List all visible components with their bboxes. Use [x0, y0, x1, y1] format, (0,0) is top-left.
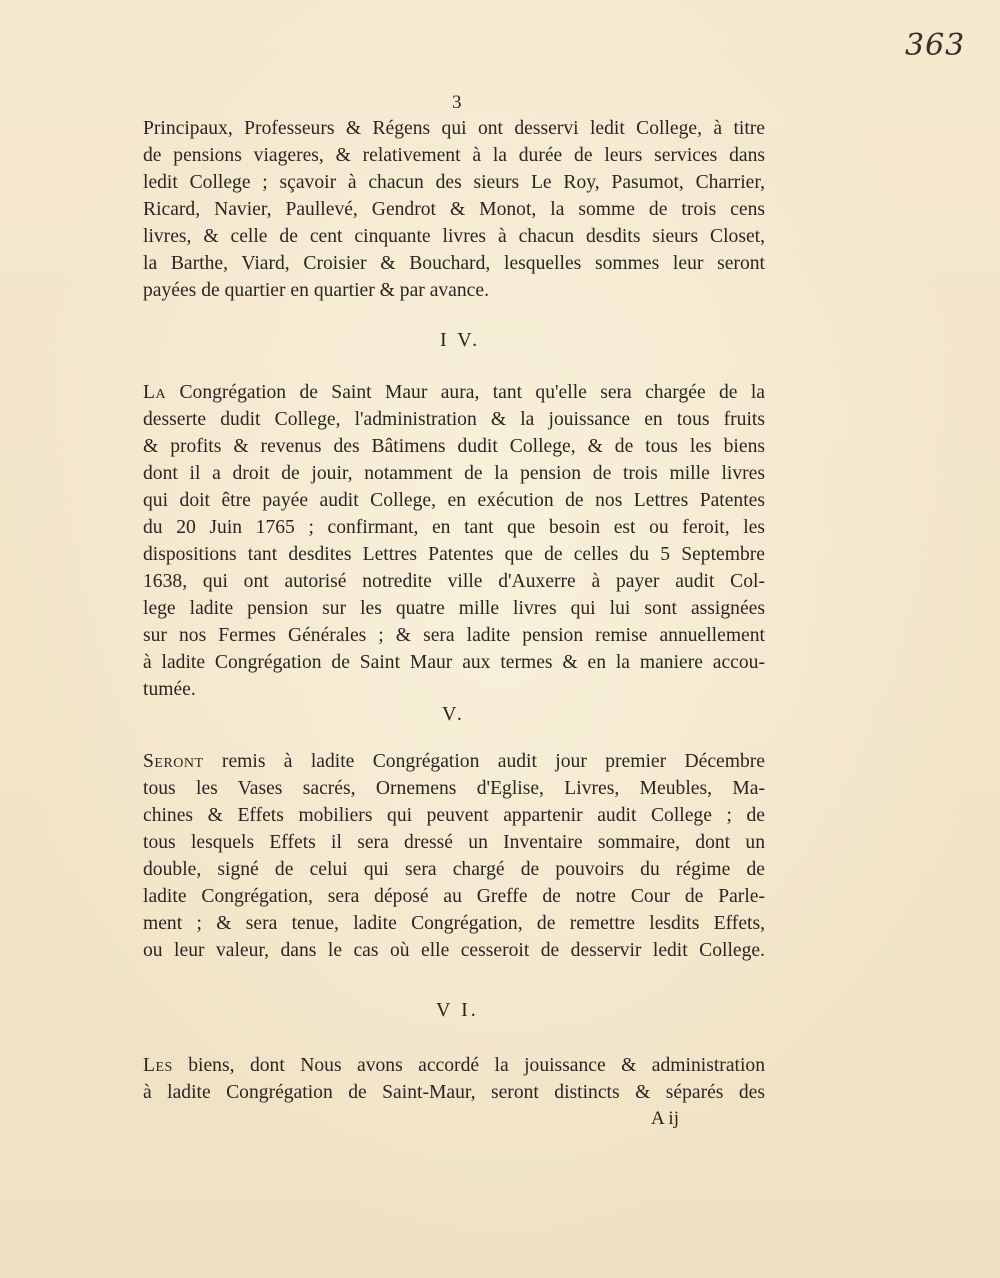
text-line: tous lesquels Effets il sera dressé un Inventaire sommaire, dont un	[143, 832, 765, 853]
paragraph-article-5	[143, 748, 765, 964]
text-line: Les biens, dont Nous avons accordé la jouissance & administration	[143, 1055, 765, 1076]
text-line: sur nos Fermes Générales ; & sera ladite pension remise annuellement	[143, 625, 765, 646]
text-line: la Barthe, Viard, Croisier & Bouchard, lesquelles sommes leur seront	[143, 253, 765, 274]
text-line: desserte dudit College, l'administration & la jouissance en tous fruits	[143, 409, 765, 430]
paragraph-article-3-continued	[143, 115, 765, 304]
text-line: Principaux, Professeurs & Régens qui ont desservi ledit College, à titre	[143, 118, 765, 139]
text-line: lege ladite pension sur les quatre mille livres qui lui sont assignées	[143, 598, 765, 619]
text-line: à ladite Congrégation de Saint-Maur, seront distincts & séparés des	[143, 1082, 765, 1103]
text-line: du 20 Juin 1765 ; confirmant, en tant que besoin est ou feroit, les	[143, 517, 765, 538]
text-line: ou leur valeur, dans le cas où elle cesseroit de desservir ledit College.	[143, 940, 765, 961]
text-line: Seront remis à ladite Congrégation audit jour premier Décembre	[143, 751, 765, 772]
text-line: qui doit être payée audit College, en exécution de nos Lettres Patentes	[143, 490, 765, 511]
text-line: chines & Effets mobiliers qui peuvent appartenir audit College ; de	[143, 805, 765, 826]
lead-word: Seront	[143, 751, 204, 772]
article-5-heading: V.	[442, 703, 465, 725]
text-line: dispositions tant desdites Lettres Patentes que de celles du 5 Septembre	[143, 544, 765, 565]
page-number: 3	[452, 92, 462, 113]
text-line: tumée.	[143, 679, 196, 700]
text-line: ledit College ; sçavoir à chacun des sieurs Le Roy, Pasumot, Charrier,	[143, 172, 765, 193]
paragraph-article-4	[143, 379, 765, 703]
text-line: tous les Vases sacrés, Ornemens d'Eglise, Livres, Meubles, Ma-	[143, 778, 765, 799]
text-line: à ladite Congrégation de Saint Maur aux termes & en la maniere accou-	[143, 652, 765, 673]
article-4-heading: I V.	[440, 329, 481, 351]
lead-word: Les	[143, 1055, 173, 1076]
text-line: livres, & celle de cent cinquante livres à chacun desdits sieurs Closet,	[143, 226, 765, 247]
text-line: La Congrégation de Saint Maur aura, tant qu'elle sera chargée de la	[143, 382, 765, 403]
text-line: payées de quartier en quartier & par avance.	[143, 280, 489, 301]
paragraph-article-6	[143, 1052, 765, 1106]
text-line: de pensions viageres, & relativement à la durée de leurs services dans	[143, 145, 765, 166]
text-line: double, signé de celui qui sera chargé de pouvoirs du régime de	[143, 859, 765, 880]
signature-mark: A ij	[651, 1108, 679, 1129]
handwritten-folio-number: 363	[905, 28, 966, 63]
article-6-heading: V I.	[436, 999, 479, 1021]
text-line: ment ; & sera tenue, ladite Congrégation, de remettre lesdits Effets,	[143, 913, 765, 934]
text-line: ladite Congrégation, sera déposé au Greffe de notre Cour de Parle-	[143, 886, 765, 907]
lead-word: La	[143, 382, 167, 403]
text-line: 1638, qui ont autorisé notredite ville d'Auxerre à payer audit Col-	[143, 571, 765, 592]
text-line: dont il a droit de jouir, notamment de la pension de trois mille livres	[143, 463, 765, 484]
text-line: Ricard, Navier, Paullevé, Gendrot & Monot, la somme de trois cens	[143, 199, 765, 220]
text-line: & profits & revenus des Bâtimens dudit College, & de tous les biens	[143, 436, 765, 457]
